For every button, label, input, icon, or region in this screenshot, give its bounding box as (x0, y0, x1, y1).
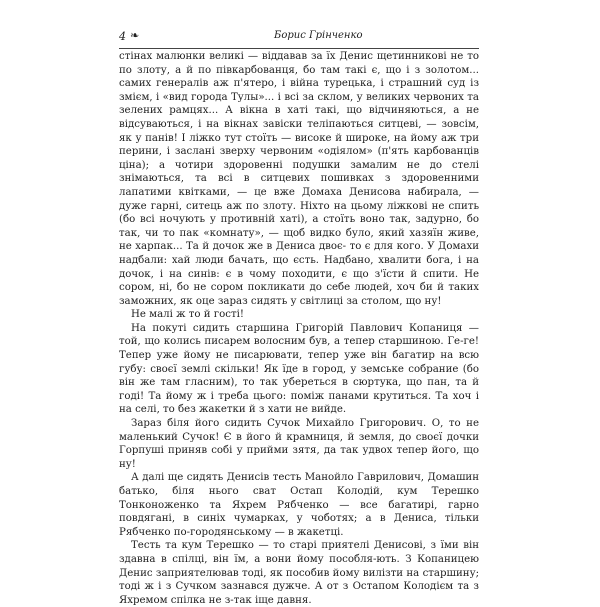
page-number: 4 (119, 30, 126, 43)
paragraph: Не малі ж то й гості! (131, 309, 244, 321)
running-title: Борис Грінченко (274, 30, 363, 41)
paragraph: Тесть та кум Терешко — то старі приятелі Денисові, з їми він здавна в спілці, він їм, а вони йому пособля-ють. З Копаницею Денис заприятелював тоді, як пособив йому вилізти на старшину; тоді ж і з Сучком зазнався дужче. А от з Остапом Колодієм та з Яхремом спілка не з-так іще давня. (119, 540, 479, 606)
running-header (119, 28, 479, 49)
paragraph: стінах малюнки великі — віддавав за їх Денис щетинникові не то по злоту, а й по півкарбованця, бо там такі є, що і з золотом... самих генералів аж п'ятеро, і війна турецька, і страшний суд із змієм, і «вид города Тулы»... і всі за склом, у великих червоних та зелених рамцях... А вікна в хаті такі, що відчиняються, а не відсуваються, і на вікнах завіски теліпаються ситцеві, — зовсім, як у панів! І ліжко тут стоїть — високе й широке, на йому аж три перини, і заслані зверху червоним «одіялом» (п'ять карбованців ціна); а чотири здоровенні подушки замалим не до стелі знімаються, та всі в ситцевих пошивках з здоровенними лапатими квітками, — це вже Домаха Денисова набирала, — дуже гарні, ситець аж по злоту. Ніхто на цьому ліжкові не спить (бо всі ночують у противній хаті), а стоїть воно так, задурно, бо так, чи то пак «комнату», — щоб видко було, який хазяїн живе, не харпак... Та й дочок же в Дениса двоє- то є для кого. У Домахи надбали: хай люди бачать, що єсть. Надбано, хвалити бога, і на дочок, і на синів: є в чому походити, є що з'їсти й спити. Не сором, ні, бо не сором покликати до себе людей, хоч би й таких заможних, як оце зараз сидять у світлиці за столом, що ну! (119, 51, 479, 307)
paragraph: Зараз біля його сидить Сучок Михайло Григорович. О, то не маленький Сучок! Є в його й крамниця, й земля, до своєї дочки Горпуші приняв собі у прийми зятя, да так удвох тепер його, що ну! (119, 418, 479, 470)
ornament-icon: ❧ (130, 29, 140, 42)
paragraph: А далі ще сидять Денисів тесть Манойло Гаврилович, Домашин батько, біля нього сват Остап Колодій, кум Терешко Тонконоженко та Яхрем Рябченко — все багатирі, гарно повдягані, в синіх чумарках, у чоботях; а в Дениса, тільки Рябченко по-городянському — в жакетці. (119, 472, 479, 538)
body-text (119, 50, 479, 607)
paragraph: На покуті сидить старшина Григорій Павлович Копаниця — той, що колись писарем волосним був, а тепер старшиною. Ге-ге! Тепер уже йому не писарювати, тепер уже він багатир на всю губу: своєї землі скільки! Як їде в город, у земське собрание (бо він же там гласним), то так убереться в сюртука, що пан, та й годі! Та йому ж і треба цього: поміж панами крутиться. Та хоч і на селі, то без жакетки й з хати не вийде. (119, 322, 479, 416)
